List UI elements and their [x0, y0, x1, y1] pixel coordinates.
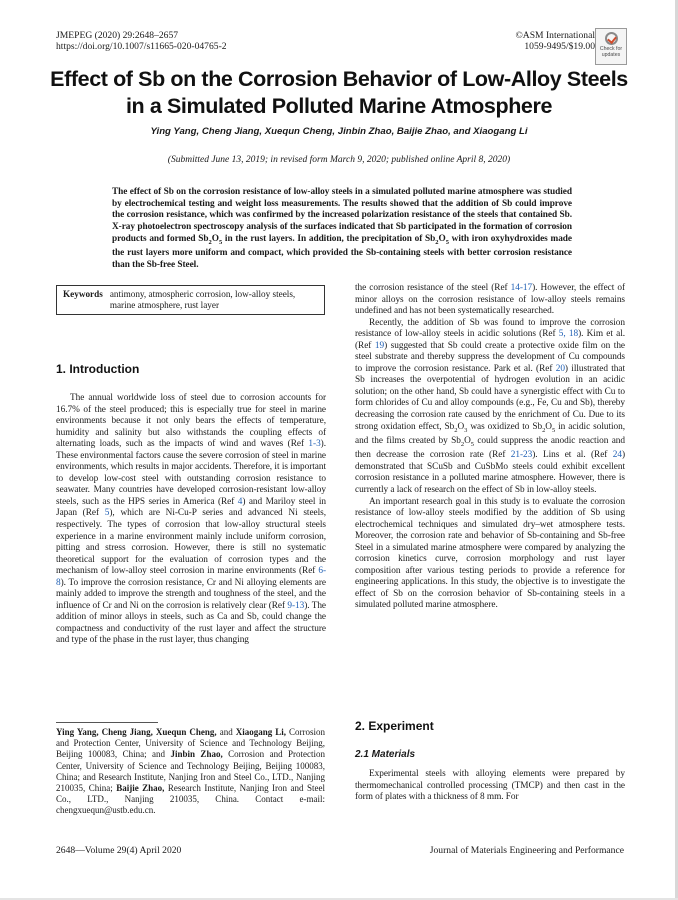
intro-paragraph-1-continued: the corrosion resistance of the steel (Ref 14-17). However, the effect of minor alloys on the corrosion resistance of low-alloy steels remains undefined and has not been systematically researched.: [355, 283, 625, 317]
keywords-text: antimony, atmospheric corrosion, low-alloy steels, marine atmosphere, rust layer: [109, 289, 296, 310]
footer-journal-name: Journal of Materials Engineering and Performance: [429, 845, 624, 856]
abstract: The effect of Sb on the corrosion resistance of low-alloy steels in a simulated polluted marine atmosphere was studied by electrochemical testing and weight loss measurements. The results showed that the addition of Sb could improve the corrosion resistance, which was confirmed by the increased polarization resistance of the steels that contained Sb. X-ray photoelectron spectroscopy analysis of the surfaces indicated that Sb participated in the formation of corrosion products and formed $Sb_2O_5$ in the rust layers. In addition, the precipitation of $Sb_2O_5$ with iron oxyhydroxides made the rust layers more uniform and compact, which provided the Sb-containing steels with better corrosion resistance than the Sb-free Steel.: [112, 187, 572, 271]
materials-paragraph-1: Experimental steels with alloying elements were prepared by thermomechanical controlled processing (TMCP) and then cast in the form of plates with a thickness of 8 mm. For: [355, 769, 625, 803]
badge-line-2: updates: [601, 51, 621, 58]
doi-link[interactable]: https://doi.org/10.1007/s11665-020-04765-2: [56, 41, 227, 52]
affil-institution-2: Corrosion and Protection Center, University of Science and Technology Beijing, Beijing 100083, China; and Research Institute, Nanjing Iron and Steel Co., LTD., Nanjing 210035, China;: [56, 749, 325, 794]
affil-names-1: Ying Yang, Cheng Jiang, Xuequn Cheng,: [56, 727, 217, 737]
paper-title: Effect of Sb on the Corrosion Behavior of Low-Alloy Steels in a Simulated Polluted Marine Atmosphere: [50, 67, 628, 118]
section-heading-introduction: 1. Introduction: [56, 362, 140, 376]
citation-link[interactable]: 1-3: [308, 439, 321, 450]
citation-link[interactable]: 14-17: [510, 283, 533, 293]
intro-paragraph-3: An important research goal in this study is to evaluate the corrosion resistance of low-alloy steels modified by the addition of Sb using electrochemical techniques and simulated dry–wet atmosphere tests. Moreover, the corrosion rate and behavior of Sb-containing and Sb-free Steel in a simulated marine atmosphere were compared by analyzing the corrosion kinetics curve, corrosion morphology and rust layer composition after various testing periods to provide a reference for engineering applications. In this study, the objective is to investigate the effect of Sb on the corrosion behavior of Sb-containing steels in a simulated polluted marine atmosphere.: [355, 496, 625, 611]
badge-line-1: Check for: [599, 46, 623, 52]
citation-link[interactable]: 5: [104, 508, 110, 519]
citation-link[interactable]: 9-13: [287, 600, 305, 611]
citation-link[interactable]: 21-23: [510, 450, 533, 461]
affil-institution-1: Corrosion and Protection Center, University of Science and Technology Beijing, Beijing 100083, China; and: [56, 727, 325, 760]
citation-link[interactable]: 6-8: [56, 566, 326, 588]
affil-and: and: [216, 727, 236, 737]
right-column-text: [355, 283, 625, 612]
citation-link[interactable]: 19: [374, 340, 385, 351]
footer-volume: 2648—Volume 29(4) April 2020: [56, 845, 182, 856]
citation-link[interactable]: 24: [612, 450, 622, 461]
issn-price: 1059-9495/$19.00: [524, 41, 595, 52]
submission-history: (Submitted June 13, 2019; in revised form March 9, 2020; published online April 8, 2020): [167, 155, 511, 165]
intro-paragraph-2: Recently, the addition of Sb was found to improve the corrosion resistance of low-alloy steels in acidic solutions (Ref 5, 18). Kim et al. (Ref 19) suggested that Sb could create a protective oxide film on the steel substrate and thereby suppress the development of Cu compounds to improve the corrosion resistance. Park et al. (Ref 20) illustrated that Sb increases the overpotential of hydrogen evolution in an acidic solution; on the other hand, Sb could have a synergistic effect with Cu to form chlorides of Cu and alloy compounds (e.g., Fe, Cu and Sb), thereby decreasing the corrosion rate caused by the enrichment of Cu. Due to its strong oxidation effect, $Sb_2O_3$ was oxidized to $Sb_2O_5$ in acidic solution, and the films created by $Sb_2O_5$ could suppress the anodic reaction and then decrease the corrosion rate (Ref 21-23). Lins et al. (Ref 24) demonstrated that SCuSb and CuSbMo steels could exhibit excellent corrosion resistance in a polluted marine atmosphere. However, there is currently a lack of research on the effect of Sb in low-alloy steels.: [355, 317, 626, 496]
journal-header-right: [516, 30, 596, 52]
check-for-updates-badge[interactable]: [595, 28, 627, 65]
keywords-box: [56, 285, 325, 315]
journal-reference: JMEPEG (2020) 29:2648–2657: [56, 30, 179, 41]
materials-text: [355, 769, 625, 804]
footnote-rule: [56, 722, 158, 723]
citation-link[interactable]: 4: [237, 496, 243, 507]
affil-names-2: Xiaogang Li,: [235, 727, 286, 737]
affil-names-3: Jinbin Zhao,: [170, 749, 223, 760]
check-icon: [605, 32, 618, 45]
author-list: Ying Yang, Cheng Jiang, Xuequn Cheng, Jinbin Zhao, Baijie Zhao, and Xiaogang Li: [150, 126, 528, 137]
citation-link[interactable]: 20: [555, 363, 565, 374]
publisher-copyright: ©ASM International: [515, 30, 595, 41]
subsection-heading-materials: 2.1 Materials: [355, 749, 416, 760]
journal-header-left: [56, 30, 227, 52]
section-heading-experiment: 2. Experiment: [355, 719, 434, 733]
intro-paragraph-1: The annual worldwide loss of steel due to corrosion accounts for 16.7% of the steel produced; this is especially true for steel in marine environments because it not only bears the effects of temperature, humidity and salinity but also withstands the coupling effects of alternating loads, such as the impacts of wind and waves (Ref 1-3). These environmental factors cause the severe corrosion of steel in marine environments, which results in major accidents. Therefore, it is important to develop low-cost steel with outstanding corrosion resistance to seawater. Many countries have developed corrosion-resistant low-alloy steels, such as the HPS series in America (Ref 4) and Mariloy steel in Japan (Ref 5), which are Ni-Cu-P series and advanced Ni steels, respectively. The types of corrosion that low-alloy structural steels experience in a marine environment mainly include uniform corrosion, pitting and stress corrosion. However, there is still no systematic theoretical support for the evaluation of corrosion types and the mechanism of low-alloy steel corrosion in marine environments (Ref 6-8). To improve the corrosion resistance, Cr and Ni alloying elements are mainly added to improve the strength and toughness of the steel, and the influence of Cr and Ni on the corrosion is relatively clear (Ref 9-13). The addition of minor alloys in steels, such as Ca and Sb, could change the compactness and conductivity of the rust layer and affect the structure and type of the phase in the rust layer, thus changing: [56, 393, 327, 646]
keywords-label: Keywords: [63, 289, 103, 299]
citation-link[interactable]: 5, 18: [558, 329, 579, 340]
left-column-text: [56, 393, 326, 647]
affil-names-4: Baijie Zhao,: [116, 783, 165, 794]
affil-institution-3: Research Institute, Nanjing Iron and Steel Co., LTD., Nanjing 210035, China. Contact e-mail: chengxuequn@ustb.edu.cn.: [56, 783, 325, 816]
author-affiliations: [56, 727, 325, 817]
